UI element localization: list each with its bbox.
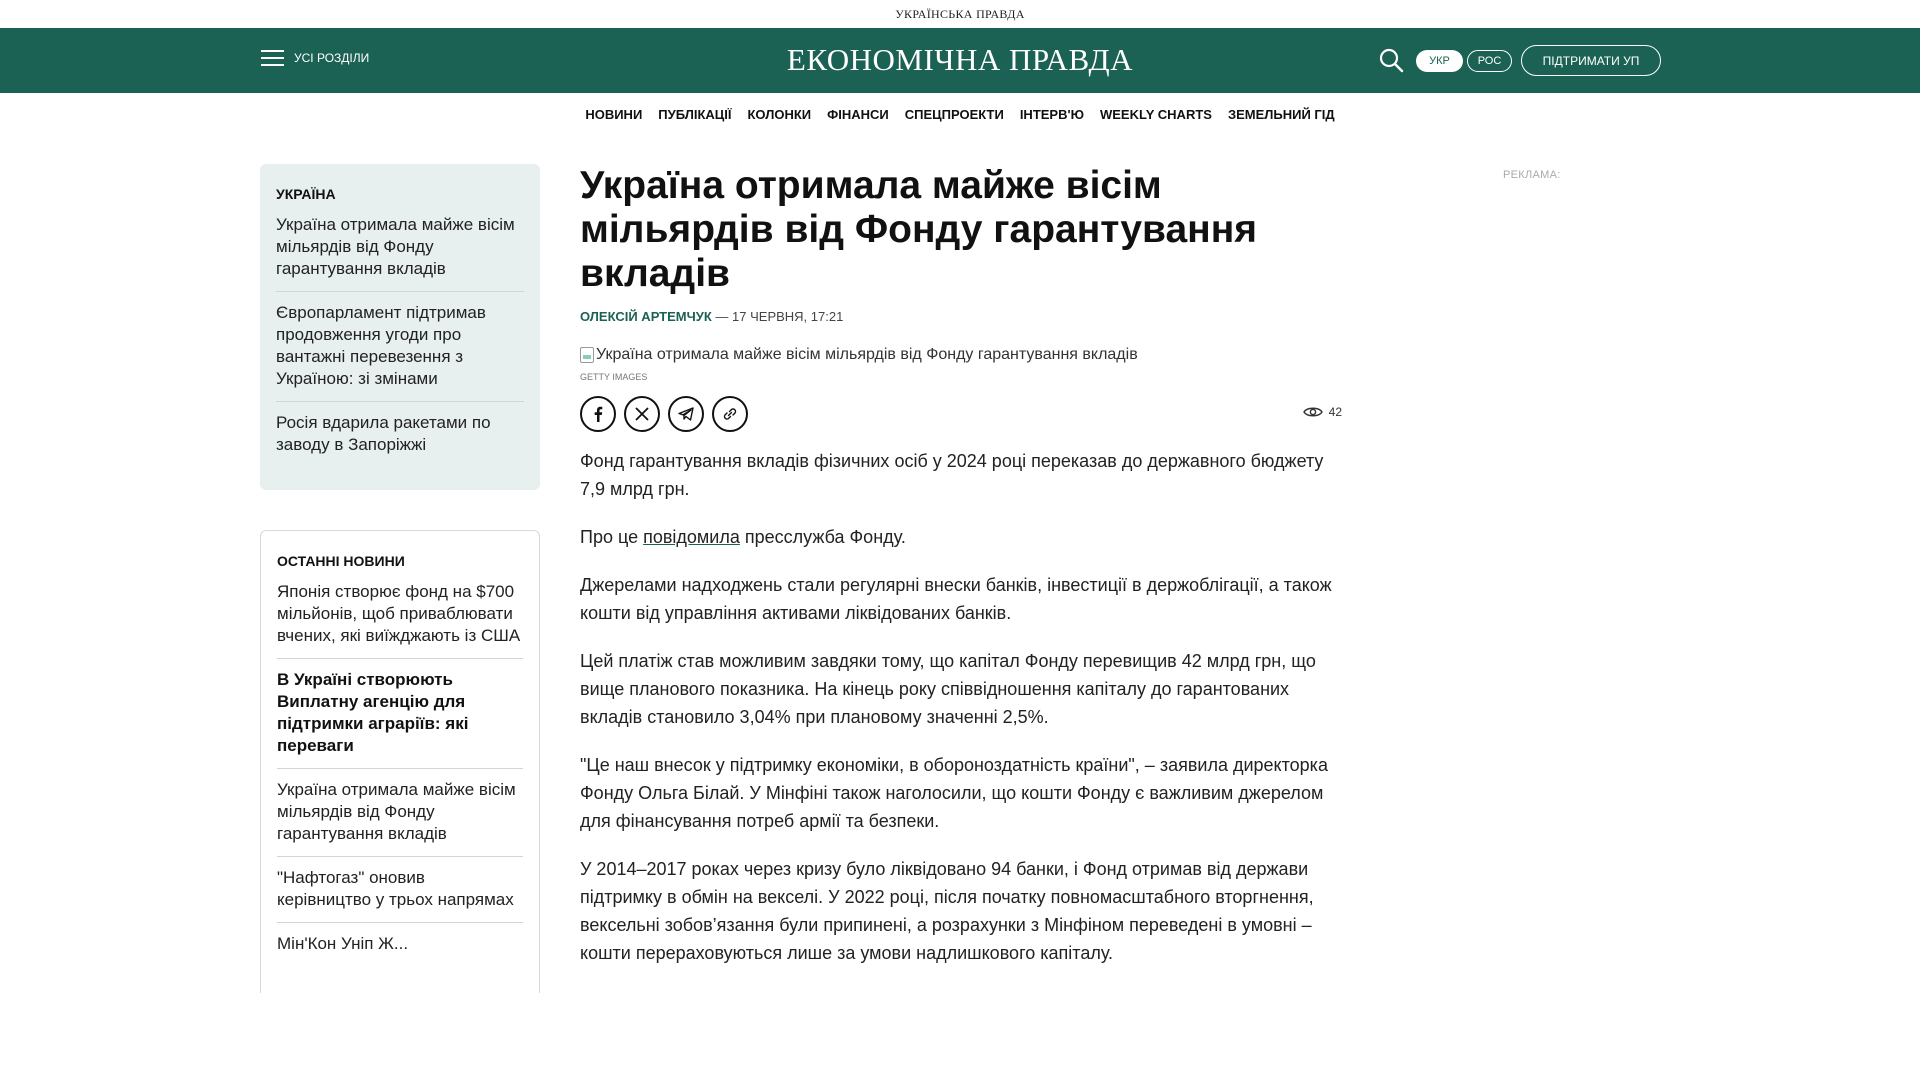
nav-item-news[interactable]: НОВИНИ: [585, 106, 643, 122]
telegram-share-button[interactable]: [668, 396, 704, 432]
hamburger-icon: [261, 50, 284, 66]
nav-item-interview[interactable]: ІНТЕРВ'Ю: [1019, 106, 1084, 122]
nav-item-special-projects[interactable]: СПЕЦПРОЕКТИ: [904, 106, 1004, 122]
nav-item-publications[interactable]: ПУБЛІКАЦІЇ: [658, 106, 732, 122]
lang-ukr-button[interactable]: УКР: [1416, 50, 1463, 72]
article-paragraph: У 2014–2017 роках через кризу було ліквідовано 94 банки, і Фонд отримав від держави підтримку в обмін на векселі. У 2022 році, після початку повномасштабного вторгнення, вексельні зобов’язання були припинені, а розрахунки з Мінфіном переведені в умовні – кошти перераховуються лише за умови надлишкового капіталу.: [580, 859, 1314, 963]
copy-link-button[interactable]: [712, 396, 748, 432]
image-alt-text: Україна отримала майже вісім мільярдів від Фонду гарантування вкладів: [596, 346, 1138, 363]
article-paragraph: Цей платіж став можливим завдяки тому, що капітал Фонду перевищив 42 млрд грн, що вище планового показника. На кінець року співвідношення капіталу до гарантованих вкладів становило 3,04% при плановому значенні 2,5%.: [580, 651, 1316, 727]
latest-news-item[interactable]: Україна отримала майже вісім мільярдів від Фонду гарантування вкладів: [277, 779, 523, 857]
sidebar-news-item[interactable]: Україна отримала майже вісім мільярдів від Фонду гарантування вкладів: [276, 214, 524, 292]
lang-ros-button[interactable]: РОС: [1467, 50, 1512, 72]
article-image: [580, 346, 1342, 364]
article-paragraph: Фонд гарантування вкладів фізичних осіб у 2024 році переказав до державного бюджету 7,9 млрд грн.: [580, 451, 1324, 499]
nav-item-land-guide[interactable]: ЗЕМЕЛЬНИЙ ГІД: [1227, 106, 1335, 122]
sidebar-ukraine-title[interactable]: УКРАЇНА: [276, 186, 336, 202]
x-share-button[interactable]: [624, 396, 660, 432]
top-strip: [0, 0, 1920, 28]
x-icon: [634, 406, 650, 422]
all-sections-menu-button[interactable]: [261, 50, 369, 66]
article-headline: Україна отримала майже вісім мільярдів від Фонду гарантування вкладів: [580, 164, 1258, 295]
eye-icon: [1303, 405, 1323, 419]
views-count: 42: [1328, 405, 1342, 419]
share-row: [580, 396, 1342, 434]
latest-news-item[interactable]: Японія створює фонд на $700 мільйонів, щоб приваблювати вчених, які виїжджають із США: [277, 581, 523, 659]
latest-news-item[interactable]: В Україні створюють Виплатну агенцію для підтримки аграріїв: які переваги: [277, 669, 523, 769]
search-icon[interactable]: [1378, 47, 1404, 73]
up-brand-link[interactable]: УКРАЇНСЬКА ПРАВДА: [895, 6, 1025, 21]
sidebar-news-item[interactable]: Європарламент підтримав продовження угоди про вантажні перевезення з Україною: зі змінами: [276, 302, 524, 402]
source-link[interactable]: повідомила: [643, 527, 740, 547]
facebook-share-button[interactable]: [580, 396, 616, 432]
article-meta: [580, 309, 1342, 324]
site-header: [0, 28, 1920, 93]
viewport-bottom-mask: [0, 993, 1920, 1080]
views-counter: [1303, 405, 1342, 419]
main-nav: [0, 93, 1920, 135]
article: [580, 164, 1342, 967]
image-credit: GETTY IMAGES: [580, 372, 648, 382]
telegram-icon: [677, 405, 695, 423]
sidebar-news-item[interactable]: Росія вдарила ракетами по заводу в Запоріжжі: [276, 413, 491, 454]
menu-label: УСІ РОЗДІЛИ: [294, 51, 370, 65]
ad-label: РЕКЛАМА:: [1503, 169, 1561, 181]
facebook-icon: [589, 405, 607, 423]
sidebar-latest-title: ОСТАННІ НОВИНИ: [277, 553, 405, 569]
article-date: — 17 ЧЕРВНЯ, 17:21: [715, 309, 844, 324]
broken-image-icon: [580, 347, 594, 363]
support-up-button[interactable]: ПІДТРИМАТИ УП: [1521, 45, 1661, 76]
article-body: [580, 447, 1342, 967]
article-paragraph: "Це наш внесок у підтримку економіки, в обороноздатність країни", – заявила директорка Фонду Ольга Білай. У Мінфіні також наголосили, що кошти Фонду є важливим джерелом для фінансування потреб армії та безпеки.: [580, 755, 1328, 831]
nav-item-finance[interactable]: ФІНАНСИ: [827, 106, 889, 122]
latest-news-item[interactable]: "Нафтогаз" оновив керівництво у трьох напрямах: [277, 867, 523, 923]
nav-item-weekly-charts[interactable]: WEEKLY CHARTS: [1099, 106, 1212, 122]
author-link[interactable]: ОЛЕКСІЙ АРТЕМЧУК: [580, 309, 712, 324]
latest-news-item[interactable]: Мін'Кон Уніп Ж...: [277, 934, 409, 953]
article-paragraph: Джерелами надходжень стали регулярні внески банків, інвестиції в держоблігації, а також кошти від управління активами ліквідованих банків.: [580, 575, 1332, 623]
article-paragraph: Про це повідомила пресслужба Фонду.: [580, 527, 906, 547]
nav-item-columns[interactable]: КОЛОНКИ: [747, 106, 812, 122]
sidebar-ukraine-box: [260, 164, 540, 490]
link-icon: [721, 405, 739, 423]
sidebar-latest-news-box: [260, 530, 540, 1000]
site-logo[interactable]: ЕКОНОМІЧНА ПРАВДА: [786, 42, 1134, 77]
